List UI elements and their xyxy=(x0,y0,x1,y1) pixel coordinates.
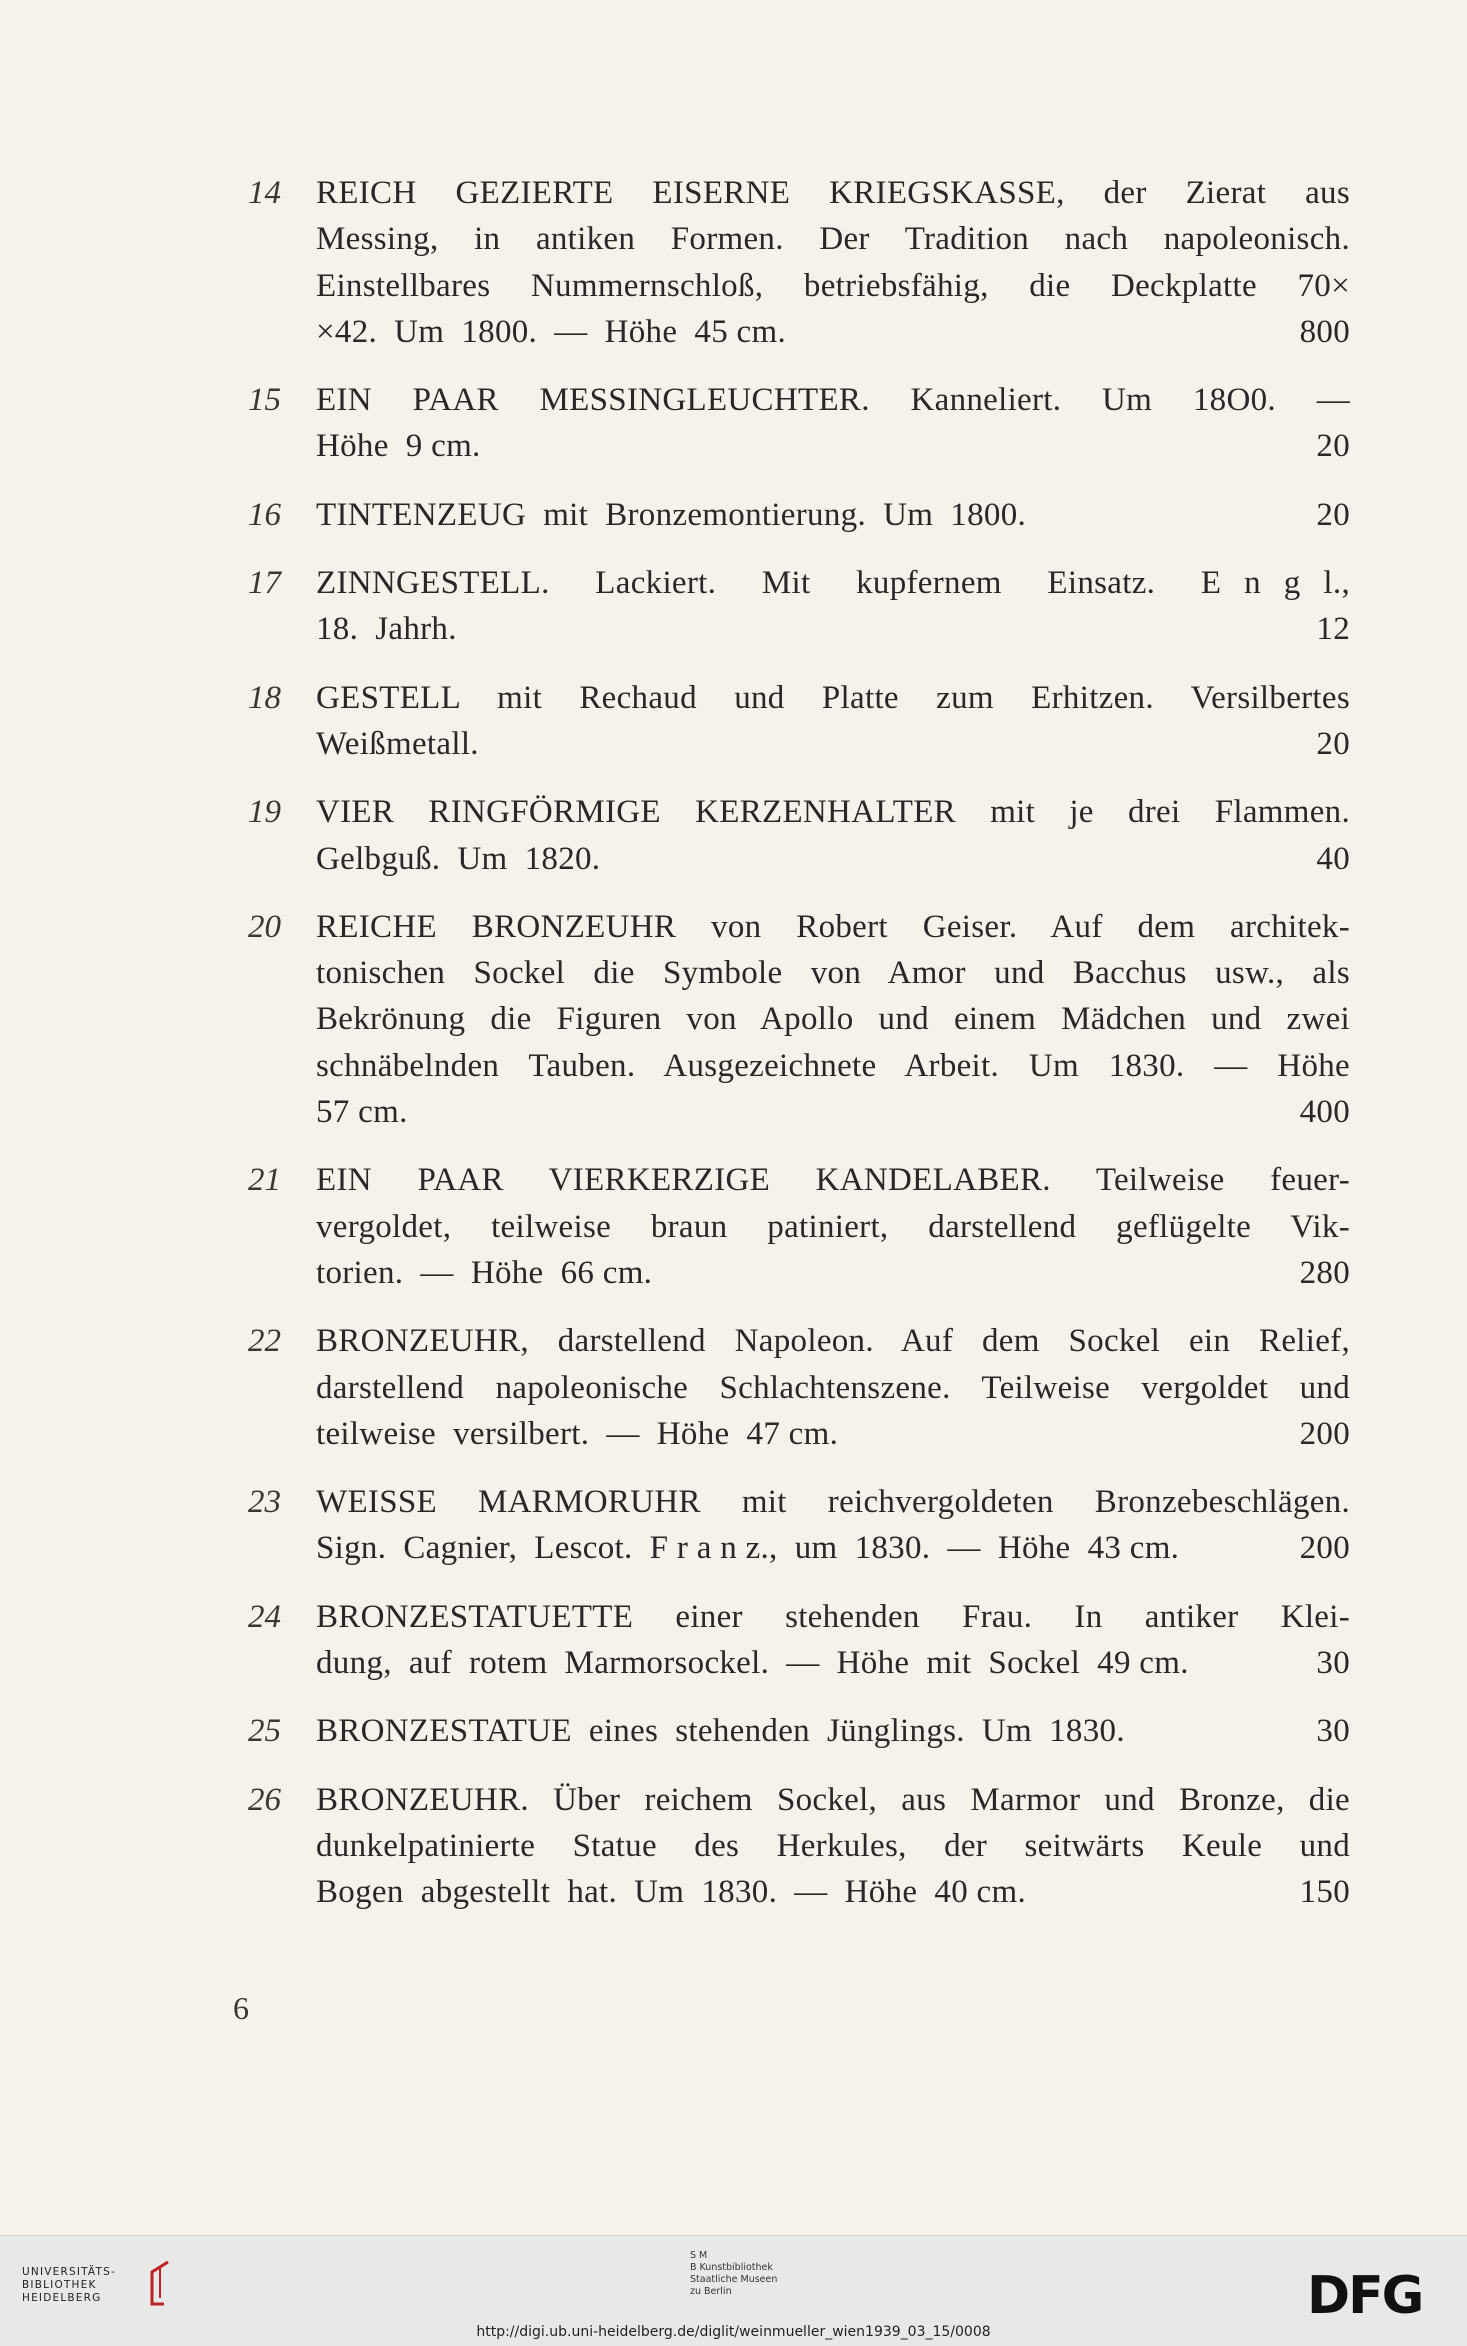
lot-number: 21 xyxy=(248,1162,281,1199)
catalog-entry xyxy=(248,1594,1350,1687)
description-line xyxy=(316,1043,1350,1089)
description-line xyxy=(316,216,1350,262)
lot-number: 24 xyxy=(248,1598,281,1635)
line-text: 57 cm. xyxy=(316,1094,408,1131)
catalog-entry xyxy=(248,1157,1350,1296)
lot-price: 200 xyxy=(1299,1530,1350,1567)
university-logo-icon xyxy=(138,2258,178,2308)
lot-price: 200 xyxy=(1299,1415,1350,1452)
university-library-name xyxy=(22,2266,116,2305)
line-text: 18. Jahrh. xyxy=(316,611,457,648)
line-text: Sign. Cagnier, Lescot. F r a n z., um 1830. — Höhe 43 cm. xyxy=(316,1530,1180,1567)
line-text: VIER RINGFÖRMIGE KERZENHALTER mit je drei Flammen. xyxy=(316,794,1350,831)
line-text: torien. — Höhe 66 cm. xyxy=(316,1254,653,1291)
library-stamp xyxy=(690,2250,777,2298)
lot-description xyxy=(316,789,1350,882)
description-line xyxy=(316,1089,1350,1135)
description-line xyxy=(316,789,1350,835)
line-text: TINTENZEUG mit Bronzemontierung. Um 1800. xyxy=(316,496,1027,533)
lot-number: 25 xyxy=(248,1713,281,1750)
lot-description xyxy=(316,675,1350,768)
description-line xyxy=(316,675,1350,721)
lot-price: 30 xyxy=(1316,1713,1350,1750)
stamp-line: Staatliche Museen xyxy=(690,2274,778,2285)
stamp-line: B Kunstbibliothek xyxy=(690,2262,773,2273)
catalog-entries xyxy=(248,170,1350,1938)
line-text: Weißmetall. xyxy=(316,725,479,762)
university-line: HEIDELBERG xyxy=(22,2292,102,2304)
catalog-entry xyxy=(248,492,1350,538)
line-text: ZINNGESTELL. Lackiert. Mit kupfernem Einsatz. E n g l., xyxy=(316,565,1350,602)
line-text: EIN PAAR MESSINGLEUCHTER. Kanneliert. Um 18O0. — xyxy=(316,382,1350,419)
description-line xyxy=(316,1204,1350,1250)
description-line xyxy=(316,170,1350,216)
page-number: 6 xyxy=(233,1990,249,2026)
line-text: darstellend napoleonische Schlachtenszene. Teilweise vergoldet und xyxy=(316,1369,1350,1406)
lot-price: 12 xyxy=(1316,611,1350,648)
line-text: Höhe 9 cm. xyxy=(316,428,481,465)
catalog-entry xyxy=(248,904,1350,1135)
lot-description xyxy=(316,1708,1350,1754)
description-line xyxy=(316,1411,1350,1457)
description-line xyxy=(316,492,1350,538)
viewer-footer xyxy=(0,2235,1467,2346)
lot-price: 400 xyxy=(1299,1094,1350,1131)
line-text: dunkelpatinierte Statue des Herkules, der seitwärts Keule und xyxy=(316,1827,1350,1864)
description-line xyxy=(316,1525,1350,1571)
description-line xyxy=(316,1823,1350,1869)
catalog-entry xyxy=(248,1708,1350,1754)
lot-description xyxy=(316,1479,1350,1572)
lot-number: 15 xyxy=(248,382,281,419)
lot-description xyxy=(316,904,1350,1135)
description-line xyxy=(316,1777,1350,1823)
line-text: BRONZEUHR. Über reichem Sockel, aus Marmor und Bronze, die xyxy=(316,1781,1350,1818)
lot-description xyxy=(316,170,1350,355)
lot-number: 16 xyxy=(248,496,281,533)
description-line xyxy=(316,423,1350,469)
lot-number: 26 xyxy=(248,1781,281,1818)
description-line xyxy=(316,1250,1350,1296)
lot-description xyxy=(316,377,1350,470)
description-line xyxy=(316,1594,1350,1640)
lot-price: 800 xyxy=(1299,313,1350,350)
line-text: schnäbelnden Tauben. Ausgezeichnete Arbeit. Um 1830. — Höhe xyxy=(316,1047,1350,1084)
lot-price: 280 xyxy=(1299,1254,1350,1291)
lot-number: 18 xyxy=(248,679,281,716)
line-text: Gelbguß. Um 1820. xyxy=(316,840,601,877)
description-line xyxy=(316,309,1350,355)
line-text: BRONZEUHR, darstellend Napoleon. Auf dem Sockel ein Relief, xyxy=(316,1323,1350,1360)
lot-description xyxy=(316,1318,1350,1457)
dfg-logo: DFG xyxy=(1307,2266,1423,2326)
line-text: teilweise versilbert. — Höhe 47 cm. xyxy=(316,1415,839,1452)
line-text: ×42. Um 1800. — Höhe 45 cm. xyxy=(316,313,787,350)
catalog-entry xyxy=(248,1318,1350,1457)
description-line xyxy=(316,721,1350,767)
description-line xyxy=(316,836,1350,882)
lot-number: 22 xyxy=(248,1323,281,1360)
description-line xyxy=(316,904,1350,950)
lot-price: 20 xyxy=(1316,428,1350,465)
university-line: BIBLIOTHEK xyxy=(22,2279,97,2291)
line-text: REICH GEZIERTE EISERNE KRIEGSKASSE, der Zierat aus xyxy=(316,175,1350,211)
line-text: Bekrönung die Figuren von Apollo und einem Mädchen und zwei xyxy=(316,1001,1350,1038)
description-line xyxy=(316,950,1350,996)
lot-description xyxy=(316,1157,1350,1296)
catalog-entry xyxy=(248,560,1350,653)
description-line xyxy=(316,606,1350,652)
lot-price: 20 xyxy=(1316,496,1350,533)
lot-description xyxy=(316,492,1350,538)
lot-number: 14 xyxy=(248,175,281,211)
lot-number: 20 xyxy=(248,908,281,945)
line-text: Bogen abgestellt hat. Um 1830. — Höhe 40 cm. xyxy=(316,1874,1027,1911)
catalog-entry xyxy=(248,377,1350,470)
lot-number: 23 xyxy=(248,1484,281,1521)
description-line xyxy=(316,996,1350,1042)
stamp-line: S M xyxy=(690,2250,708,2261)
catalog-entry xyxy=(248,1777,1350,1916)
catalog-entry xyxy=(248,675,1350,768)
lot-price: 30 xyxy=(1316,1645,1350,1682)
lot-description xyxy=(316,560,1350,653)
line-text: EIN PAAR VIERKERZIGE KANDELABER. Teilweise feuer- xyxy=(316,1162,1350,1199)
catalog-entry xyxy=(248,789,1350,882)
stamp-line: zu Berlin xyxy=(690,2286,732,2297)
line-text: GESTELL mit Rechaud und Platte zum Erhitzen. Versilbertes xyxy=(316,679,1350,716)
university-line: UNIVERSITÄTS- xyxy=(22,2266,116,2278)
line-text: BRONZESTATUE eines stehenden Jünglings. Um 1830. xyxy=(316,1713,1125,1750)
line-text: REICHE BRONZEUHR von Robert Geiser. Auf dem architek- xyxy=(316,908,1350,945)
lot-price: 20 xyxy=(1316,725,1350,762)
description-line xyxy=(316,263,1350,309)
line-text: dung, auf rotem Marmorsockel. — Höhe mit Sockel 49 cm. xyxy=(316,1645,1189,1682)
description-line xyxy=(316,377,1350,423)
line-text: Messing, in antiken Formen. Der Tradition nach napoleonisch. xyxy=(316,221,1350,258)
line-text: BRONZESTATUETTE einer stehenden Frau. In antiker Klei- xyxy=(316,1598,1350,1635)
description-line xyxy=(316,1708,1350,1754)
description-line xyxy=(316,1869,1350,1915)
lot-price: 40 xyxy=(1316,840,1350,877)
description-line xyxy=(316,1365,1350,1411)
description-line xyxy=(316,1640,1350,1686)
lot-description xyxy=(316,1594,1350,1687)
catalog-entry xyxy=(248,170,1350,355)
source-url-link[interactable]: http://digi.ub.uni-heidelberg.de/diglit/weinmueller_wien1939_03_15/0008 xyxy=(476,2324,991,2340)
line-text: vergoldet, teilweise braun patiniert, darstellend geflügelte Vik- xyxy=(316,1208,1350,1245)
catalog-entry xyxy=(248,1479,1350,1572)
line-text: Einstellbares Nummernschloß, betriebsfähig, die Deckplatte 70× xyxy=(316,267,1350,304)
lot-number: 17 xyxy=(248,565,281,602)
lot-description xyxy=(316,1777,1350,1916)
lot-number: 19 xyxy=(248,794,281,831)
line-text: tonischen Sockel die Symbole von Amor und Bacchus usw., als xyxy=(316,955,1350,992)
description-line xyxy=(316,1157,1350,1203)
description-line xyxy=(316,560,1350,606)
line-text: WEISSE MARMORUHR mit reichvergoldeten Bronzebeschlägen. xyxy=(316,1484,1350,1521)
description-line xyxy=(316,1479,1350,1525)
lot-price: 150 xyxy=(1299,1874,1350,1911)
description-line xyxy=(316,1318,1350,1364)
